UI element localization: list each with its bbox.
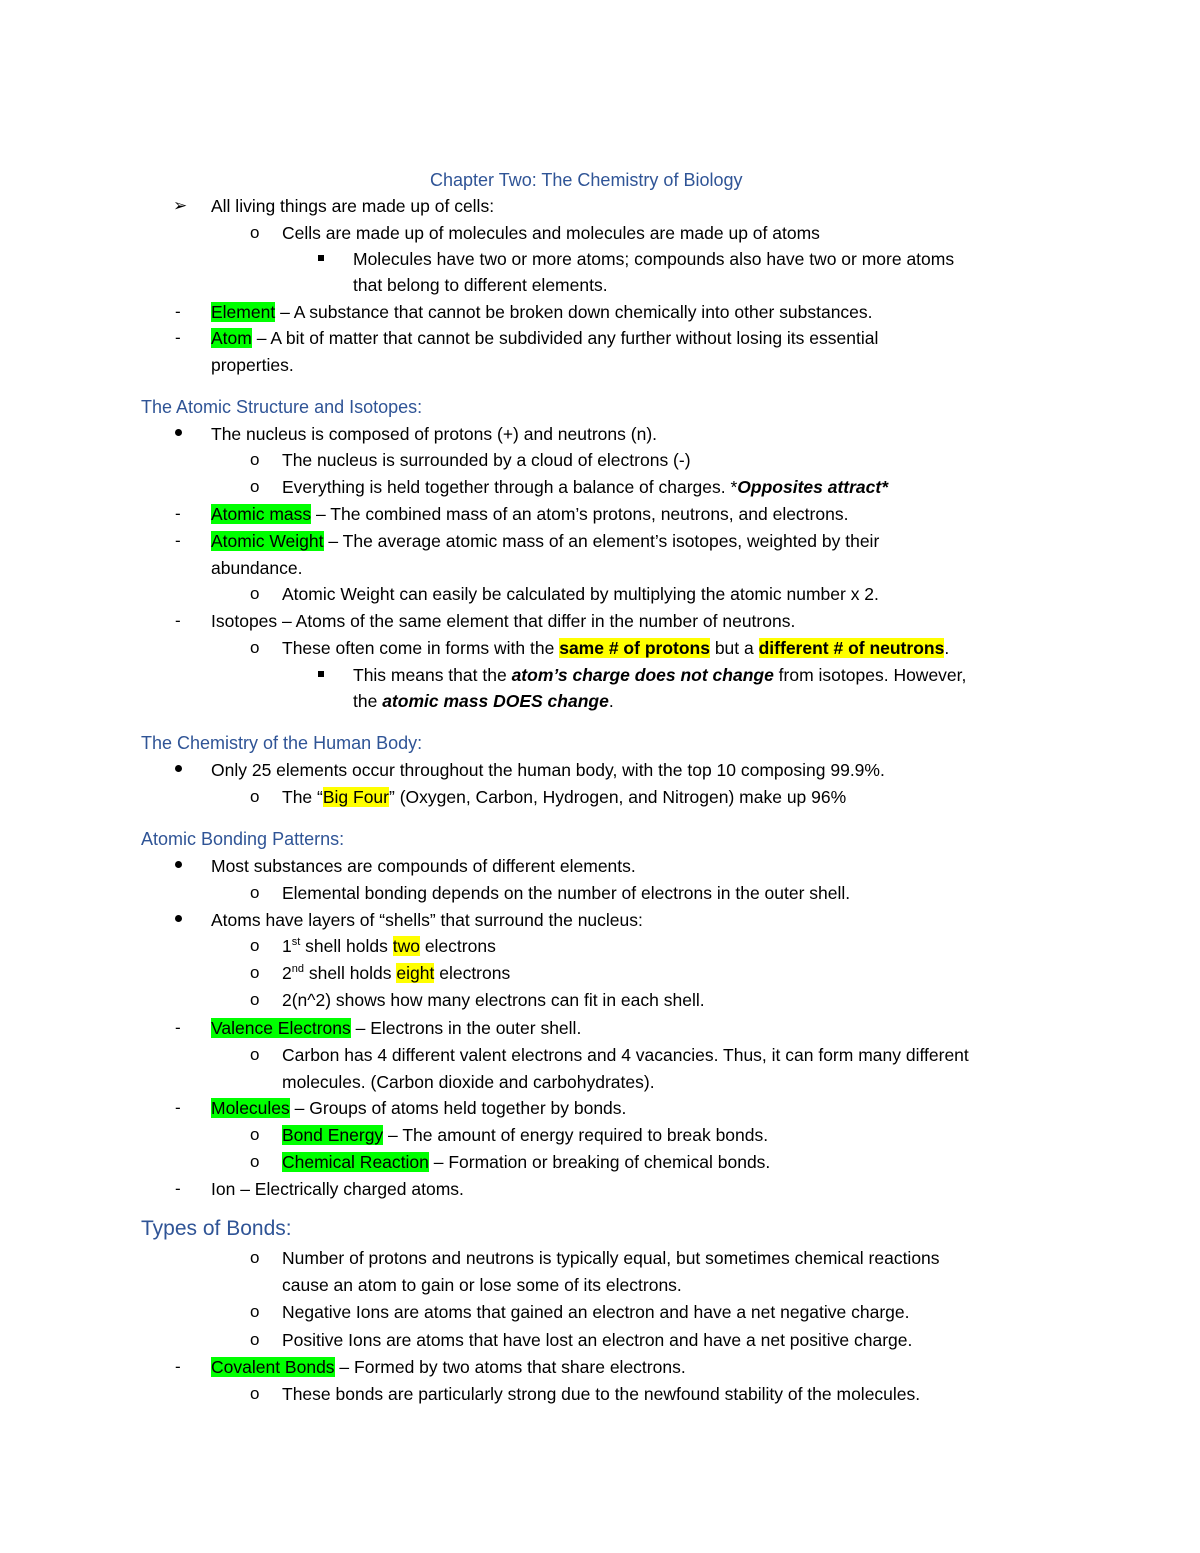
text: The “ — [282, 787, 323, 807]
circle-bullet-icon: o — [250, 223, 260, 242]
list-item: All living things are made up of cells: — [211, 196, 495, 216]
list-item — [282, 476, 888, 498]
highlighted-phrase: eight — [396, 963, 435, 983]
text: shell holds — [300, 936, 393, 956]
definition-atomic-mass — [211, 503, 848, 525]
highlighted-term: Atom — [211, 328, 252, 348]
text: 2 — [282, 963, 292, 983]
definition-valence-electrons — [211, 1017, 581, 1039]
text: These often come in forms with the — [282, 638, 560, 658]
arrow-bullet-icon: ➢ — [173, 196, 188, 215]
dash-bullet-icon: - — [175, 531, 181, 550]
list-item-continuation: abundance. — [211, 558, 303, 578]
definition-text: – A bit of matter that cannot be subdivided any further without losing its essential — [251, 328, 879, 348]
list-item-continuation: molecules. (Carbon dioxide and carbohydrates). — [282, 1072, 655, 1092]
list-item: 2(n^2) shows how many electrons can fit in each shell. — [282, 990, 705, 1010]
highlighted-phrase: different # of neutrons — [758, 638, 945, 658]
round-bullet-icon — [175, 423, 182, 445]
text: from isotopes. However, — [773, 665, 967, 685]
definition-covalent-bonds — [211, 1356, 686, 1378]
dash-bullet-icon: - — [175, 1098, 181, 1117]
list-item — [282, 962, 510, 984]
definition-text: – Formed by two atoms that share electrons. — [334, 1357, 686, 1377]
circle-bullet-icon: o — [250, 1125, 260, 1144]
circle-bullet-icon: o — [250, 787, 260, 806]
circle-bullet-icon: o — [250, 1330, 260, 1349]
dash-bullet-icon: - — [175, 302, 181, 321]
text: . — [608, 691, 614, 711]
circle-bullet-icon: o — [250, 638, 260, 657]
dash-bullet-icon: - — [175, 1018, 181, 1037]
superscript: nd — [291, 963, 304, 976]
definition-text: – Groups of atoms held together by bonds. — [289, 1098, 627, 1118]
list-item: These bonds are particularly strong due to the newfound stability of the molecules. — [282, 1384, 921, 1404]
emphasis: atom’s charge does not change — [511, 665, 774, 685]
dash-bullet-icon: - — [175, 611, 181, 630]
list-item: Negative Ions are atoms that gained an electron and have a net negative charge. — [282, 1302, 910, 1322]
circle-bullet-icon: o — [250, 1248, 260, 1267]
circle-bullet-icon: o — [250, 584, 260, 603]
highlighted-term: Atomic Weight — [211, 531, 324, 551]
dash-bullet-icon: - — [175, 1357, 181, 1376]
dash-bullet-icon: - — [175, 328, 181, 347]
list-item-continuation: that belong to different elements. — [353, 275, 608, 295]
list-item-continuation: cause an atom to gain or lose some of its electrons. — [282, 1275, 682, 1295]
list-item — [353, 664, 966, 686]
definition-ion: Ion – Electrically charged atoms. — [211, 1179, 464, 1199]
circle-bullet-icon: o — [250, 990, 260, 1009]
list-item — [282, 935, 496, 957]
definition-text: – The combined mass of an atom’s protons, neutrons, and electrons. — [311, 504, 849, 524]
text: electrons — [434, 963, 511, 983]
list-item: Only 25 elements occur throughout the human body, with the top 10 composing 99.9%. — [211, 760, 885, 780]
highlighted-term: Valence Electrons — [211, 1018, 351, 1038]
highlighted-term: Molecules — [211, 1098, 290, 1118]
square-bullet-icon — [318, 248, 324, 270]
emphasis: atomic mass DOES change — [382, 691, 609, 711]
round-bullet-icon — [175, 759, 182, 781]
highlighted-term: Covalent Bonds — [211, 1357, 335, 1377]
definition-element — [211, 301, 873, 323]
round-bullet-icon — [175, 909, 182, 931]
text: shell holds — [303, 963, 397, 983]
list-item: The nucleus is surrounded by a cloud of electrons (-) — [282, 450, 691, 470]
definition-text: – The average atomic mass of an element’s isotopes, weighted by their — [323, 531, 880, 551]
list-item-continuation: properties. — [211, 355, 294, 375]
list-item: Positive Ions are atoms that have lost an electron and have a net positive charge. — [282, 1330, 913, 1350]
round-bullet-icon — [175, 855, 182, 877]
list-item: Molecules have two or more atoms; compounds also have two or more atoms — [353, 249, 955, 269]
section-heading: The Chemistry of the Human Body: — [141, 733, 423, 753]
text: the — [353, 691, 383, 711]
definition-atom — [211, 327, 878, 349]
list-item: Carbon has 4 different valent electrons and 4 vacancies. Thus, it can form many different — [282, 1045, 969, 1065]
text: electrons — [419, 936, 496, 956]
section-heading: The Atomic Structure and Isotopes: — [141, 397, 423, 417]
list-item: Atomic Weight can easily be calculated by multiplying the atomic number x 2. — [282, 584, 879, 604]
definition-text: – Formation or breaking of chemical bonds. — [428, 1152, 771, 1172]
list-item: The nucleus is composed of protons (+) and neutrons (n). — [211, 424, 658, 444]
circle-bullet-icon: o — [250, 1384, 260, 1403]
text: 1 — [282, 936, 292, 956]
definition-text: – Electrons in the outer shell. — [350, 1018, 582, 1038]
highlighted-term: Element — [211, 302, 276, 322]
list-item: Number of protons and neutrons is typically equal, but sometimes chemical reactions — [282, 1248, 940, 1268]
highlighted-phrase: Big Four — [322, 787, 389, 807]
square-bullet-icon — [318, 664, 324, 686]
circle-bullet-icon: o — [250, 450, 260, 469]
page-title: Chapter Two: The Chemistry of Biology — [430, 170, 743, 190]
definition-atomic-weight — [211, 530, 879, 552]
list-item: Atoms have layers of “shells” that surround the nucleus: — [211, 910, 643, 930]
definition-text: – A substance that cannot be broken down chemically into other substances. — [275, 302, 873, 322]
text: ” (Oxygen, Carbon, Hydrogen, and Nitrogen) make up 96% — [389, 787, 847, 807]
highlighted-term: Chemical Reaction — [282, 1152, 429, 1172]
emphasis: Opposites attract* — [737, 477, 889, 497]
section-heading: Types of Bonds: — [141, 1217, 292, 1240]
list-item-continuation — [353, 690, 614, 712]
circle-bullet-icon: o — [250, 883, 260, 902]
list-item: Cells are made up of molecules and molecules are made up of atoms — [282, 223, 820, 243]
definition-chemical-reaction — [282, 1151, 770, 1173]
dash-bullet-icon: - — [175, 504, 181, 523]
circle-bullet-icon: o — [250, 1302, 260, 1321]
circle-bullet-icon: o — [250, 963, 260, 982]
circle-bullet-icon: o — [250, 477, 260, 496]
highlighted-phrase: same # of protons — [559, 638, 710, 658]
definition-bond-energy — [282, 1124, 768, 1146]
definition-molecules — [211, 1097, 626, 1119]
list-item — [282, 786, 846, 808]
list-item: Most substances are compounds of different elements. — [211, 856, 636, 876]
section-heading: Atomic Bonding Patterns: — [141, 829, 345, 849]
list-item: Elemental bonding depends on the number of electrons in the outer shell. — [282, 883, 851, 903]
definition-isotopes: Isotopes – Atoms of the same element that differ in the number of neutrons. — [211, 611, 796, 631]
superscript: st — [291, 936, 301, 949]
dash-bullet-icon: - — [175, 1179, 181, 1198]
highlighted-term: Bond Energy — [282, 1125, 384, 1145]
circle-bullet-icon: o — [250, 1152, 260, 1171]
text: . — [944, 638, 950, 658]
text: This means that the — [353, 665, 512, 685]
highlighted-phrase: two — [392, 936, 420, 956]
highlighted-term: Atomic mass — [211, 504, 312, 524]
circle-bullet-icon: o — [250, 1045, 260, 1064]
definition-text: – The amount of energy required to break bonds. — [383, 1125, 769, 1145]
text: Everything is held together through a balance of charges. * — [282, 477, 738, 497]
list-item — [282, 637, 949, 659]
circle-bullet-icon: o — [250, 936, 260, 955]
text: but a — [709, 638, 759, 658]
